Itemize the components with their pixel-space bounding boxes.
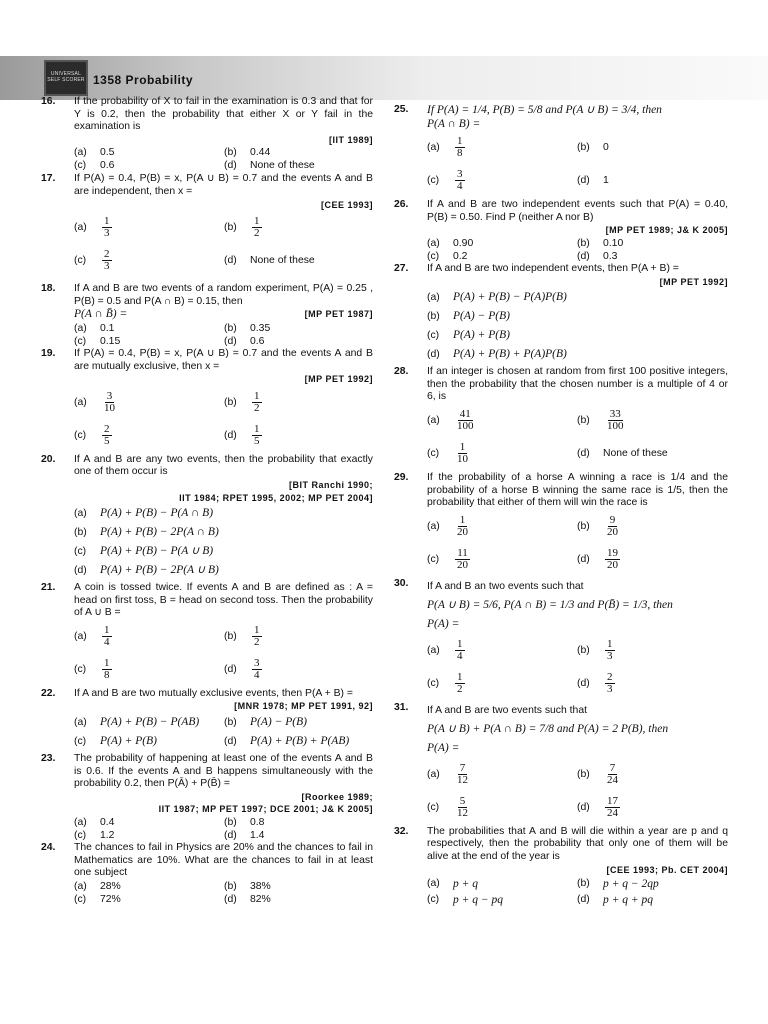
question-number: 21. [41, 582, 56, 594]
question-text: If A and B are two independent events such that P(A) = 0.40, P(B) = 0.50. Find P (neither A nor B) [427, 199, 728, 223]
fraction: $\frac{5}{12}$ [457, 794, 468, 819]
fraction: $\frac{19}{20}$ [607, 546, 618, 571]
source-ref: [BIT Ranchi 1990; [288, 479, 373, 490]
question-23 [41, 753, 373, 842]
question-text: If A and B are two mutually exclusive events, then P(A + B) = [74, 687, 353, 699]
options: (a) p + q (b) p + q − 2qp (c) p + q − pq (d) p + q + pq [427, 878, 659, 907]
source-ref: [MP PET 1992] [659, 276, 728, 287]
source-ref: [Roorkee 1989; [301, 791, 373, 802]
fraction: $\frac{41}{100}$ [457, 407, 474, 432]
options: (a) 0.1 (b) 0.35 (c) 0.15 (d) 0.6 [74, 322, 271, 347]
question-27 [394, 263, 728, 364]
page-number: 1358 [93, 73, 122, 87]
question-number: 20. [41, 453, 56, 465]
question-number: 23. [41, 753, 56, 765]
fraction: $\frac{1}{4}$ [457, 637, 463, 662]
question-24 [41, 842, 373, 906]
fraction: $\frac{1}{20}$ [457, 513, 468, 538]
fraction: $\frac{1}{3}$ [607, 637, 613, 662]
options: (a) 28% (b) 38% (c) 72% (d) 82% [74, 880, 271, 905]
options: (a) $\frac{3}{10}$ (b) $\frac{1}{2}$ (c) $\frac{2}{5}$ (d) $\frac{1}{5}$ [74, 389, 260, 447]
question-31: 31. If A and B are two events such that P(A ∪ B) + P(A ∩ B) = 7/8 and P(A) = 2 P(B), then P(A) = (a) $\frac{7}{12}$ (b) $\frac{7}{24}$ (c) $\frac{5}{12}$ (d) $\frac{17}{24}$ [394, 702, 728, 824]
source-ref: [CEE 1993; Pb. CET 2004] [606, 864, 728, 875]
options: (a) P(A) + P(B) − P(A)P(B) (b) P(A) − P(B) (c) P(A) + P(B) (d) P(A) + P(B) + P(A)P(B) [427, 291, 567, 361]
fraction: $\frac{17}{24}$ [607, 794, 618, 819]
fraction: $\frac{1}{2}$ [254, 623, 260, 648]
fraction: $\frac{1}{4}$ [104, 623, 110, 648]
question-number: 17. [41, 173, 56, 185]
question-text: If A and B are any two events, then the probability that exactly one of them occur is [74, 453, 373, 478]
chapter-title: Probability [125, 73, 194, 87]
right-column [394, 104, 728, 908]
options: (a) $\frac{7}{12}$ (b) $\frac{7}{24}$ (c) $\frac{5}{12}$ (d) $\frac{17}{24}$ [427, 761, 618, 819]
fraction: $\frac{1}{3}$ [104, 215, 110, 240]
question-number: 32. [394, 825, 409, 837]
question-text: If A and B an two events such that [427, 580, 584, 592]
fraction: $\frac{2}{3}$ [104, 248, 110, 273]
question-19 [41, 348, 373, 452]
options: (a) 0.4 (b) 0.8 (c) 1.2 (d) 1.4 [74, 817, 265, 842]
fraction: $\frac{7}{24}$ [607, 761, 618, 786]
page-title [93, 73, 193, 87]
fraction: $\frac{2}{3}$ [607, 670, 613, 695]
options: (a) $\frac{1}{4}$ (b) $\frac{1}{2}$ (c) $\frac{1}{8}$ (d) $\frac{3}{4}$ [74, 623, 260, 681]
question-18: 18. If A and B are two events of a random experiment, P(A) = 0.25 , P(B) = 0.5 and P(A ∩ B) = 0.15, then P(A ∩ B̄) = [MP PET 1987] (a) 0.1 (b) 0.35 (c) 0.15 (d) 0.6 [41, 283, 373, 347]
question-17 [41, 173, 373, 277]
question-text: The chances to fail in Physics are 20% and the chances to fail in Mathematics are 10%. What are the chances to fail in at least one subject [74, 842, 373, 879]
options: (a) $\frac{1}{3}$ (b) $\frac{1}{2}$ (c) $\frac{2}{3}$ (d) None of these [74, 215, 315, 273]
source-ref: [CEE 1993] [320, 199, 373, 210]
question-number: 29. [394, 471, 409, 483]
options: (a) 0.90 (b) 0.10 (c) 0.2 (d) 0.3 [427, 237, 624, 262]
question-22 [41, 688, 373, 751]
options: (a) 0.5 (b) 0.44 (c) 0.6 (d) None of these [74, 147, 315, 172]
fraction: $\frac{1}{8}$ [457, 135, 463, 160]
question-26 [394, 199, 728, 263]
question-number: 25. [394, 104, 409, 115]
options: (a) $\frac{41}{100}$ (b) $\frac{33}{100}$ (c) $\frac{1}{10}$ (d) None of these [427, 407, 668, 465]
fraction: $\frac{1}{8}$ [104, 656, 110, 681]
question-20 [41, 454, 373, 580]
options: (a) $\frac{1}{8}$ (b) 0 (c) $\frac{3}{4}$ (d) 1 [427, 135, 609, 193]
question-text: If an integer is chosen at random from first 100 positive integers, then the probability that the chosen number is a multiple of 4 or 6, is [427, 366, 728, 403]
question-25: 25. If P(A) = 1/4, P(B) = 5/8 and P(A ∪ B) = 3/4, then P(A ∩ B) = (a) $\frac{1}{8}$ (b) 0 (c) $\frac{3}{4}$ (d) 1 [394, 104, 728, 197]
question-28 [394, 366, 728, 470]
question-text: If the probability of X to fail in the examination is 0.3 and that for Y is 0.2, then the probability that either X or Y fail in the examination is [74, 96, 373, 133]
question-number: 16. [41, 96, 56, 107]
question-29 [394, 472, 728, 576]
options: (a) P(A) + P(B) − P(AB) (b) P(A) − P(B) (c) P(A) + P(B) (d) P(A) + P(B) + P(AB) [74, 716, 350, 748]
source-ref: [MNR 1978; MP PET 1991, 92] [234, 701, 373, 712]
question-number: 18. [41, 283, 56, 295]
question-30: 30. If A and B an two events such that P(A ∪ B) = 5/6, P(A ∩ B) = 1/3 and P(B̄) = 1/3, then P(A) = (a) $\frac{1}{4}$ (b) $\frac{1}{3}$ (c) $\frac{1}{2}$ (d) $\frac{2}{3}$ [394, 578, 728, 700]
source-ref: [MP PET 1992] [304, 374, 373, 385]
question-number: 27. [394, 262, 409, 274]
question-number: 31. [394, 701, 409, 713]
source-ref: [MP PET 1987] [304, 309, 373, 320]
fraction: $\frac{1}{2}$ [254, 389, 260, 414]
question-text: If the probability of a horse A winning a race is 1/4 and the probability of a horse B winning the same race is 1/5, then the probability that either of them will win the race is [427, 471, 728, 509]
question-text: If P(A) = 0.4, P(B) = x, P(A ∪ B) = 0.7 and the events A and B are independent, then x = [74, 173, 373, 197]
source-ref: [IIT 1989] [328, 134, 373, 145]
question-text: The probability of happening at least one of the events A and B is 0.6. If the events A and B happens simultaneously with the probability 0.2, then P(Ā) + P(B̄) = [74, 753, 373, 790]
fraction: $\frac{11}{20}$ [457, 546, 468, 571]
fraction: $\frac{1}{5}$ [254, 422, 260, 447]
question-32 [394, 826, 728, 908]
fraction: $\frac{7}{12}$ [457, 761, 468, 786]
fraction: $\frac{33}{100}$ [607, 407, 624, 432]
question-text: The probabilities that A and B will die within a year are p and q respectively, then the probability that only one of them will be alive at the end of the year is [427, 825, 728, 862]
left-column [41, 96, 373, 906]
question-21 [41, 582, 373, 686]
source-ref: [MP PET 1989; J& K 2005] [605, 225, 728, 236]
fraction: $\frac{9}{20}$ [607, 513, 618, 538]
question-text: If P(A) = 1/4, P(B) = 5/8 and P(A ∪ B) = 3/4, then [427, 104, 662, 116]
question-number: 24. [41, 842, 56, 854]
options: (a) P(A) + P(B) − P(A ∩ B) (b) P(A) + P(B) − 2P(A ∩ B) (c) P(A) + P(B) − P(A ∪ B) (d) P(A) + P(B) − 2P(A ∪ B) [74, 507, 219, 577]
question-text: If A and B are two independent events, then P(A + B) = [427, 262, 679, 274]
question-text: If P(A) = 0.4, P(B) = x, P(A ∪ B) = 0.7 and the events A and B are mutually exclusive, then x = [74, 347, 373, 372]
fraction: $\frac{3}{4}$ [254, 656, 260, 681]
question-16 [41, 96, 373, 172]
options: (a) $\frac{1}{4}$ (b) $\frac{1}{3}$ (c) $\frac{1}{2}$ (d) $\frac{2}{3}$ [427, 637, 613, 695]
fraction: $\frac{1}{2}$ [457, 670, 463, 695]
question-number: 19. [41, 347, 56, 359]
question-text: If A and B are two events of a random experiment, P(A) = 0.25 , P(B) = 0.5 and P(A ∩ B) = 0.15, then [74, 283, 373, 307]
question-number: 28. [394, 366, 409, 378]
question-number: 30. [394, 577, 409, 589]
fraction: $\frac{3}{10}$ [104, 389, 115, 414]
question-number: 22. [41, 687, 56, 699]
fraction: $\frac{2}{5}$ [104, 422, 110, 447]
options: (a) $\frac{1}{20}$ (b) $\frac{9}{20}$ (c) $\frac{11}{20}$ (d) $\frac{19}{20}$ [427, 513, 618, 571]
fraction: $\frac{1}{10}$ [457, 440, 468, 465]
fraction: $\frac{3}{4}$ [457, 168, 463, 193]
publisher-logo: UNIVERSAL SELF SCORER [44, 60, 88, 96]
source-ref: IIT 1987; MP PET 1997; DCE 2001; J& K 2005] [158, 804, 373, 815]
question-text: A coin is tossed twice. If events A and B are defined as : A = head on first toss, B = head on second toss. Then the probability of A ∪ B = [74, 582, 373, 619]
question-number: 26. [394, 199, 409, 211]
source-ref: IIT 1984; RPET 1995, 2002; MP PET 2004] [179, 492, 373, 503]
fraction: $\frac{1}{2}$ [254, 215, 260, 240]
question-text: If A and B are two events such that [427, 704, 587, 716]
